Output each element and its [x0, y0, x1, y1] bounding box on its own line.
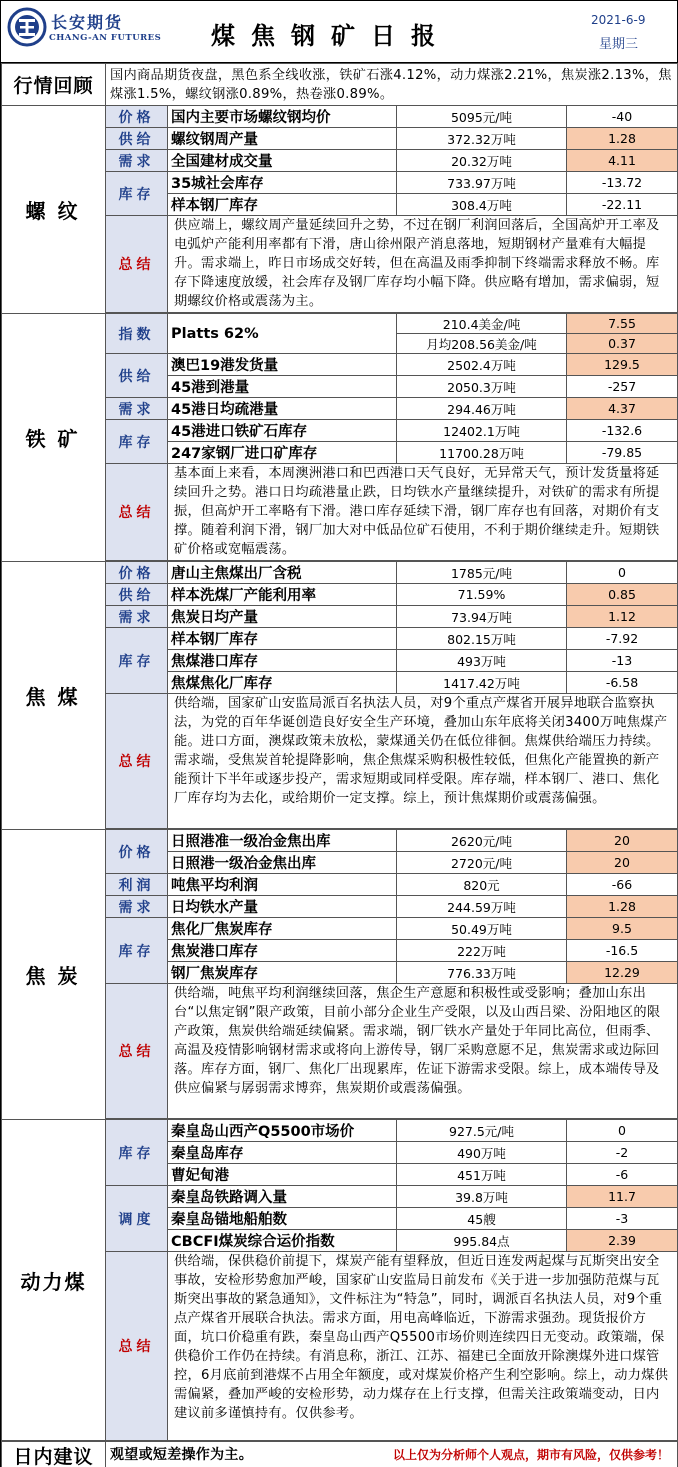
item-change: -22.11	[567, 194, 678, 216]
item-name: 45港日均疏港量	[168, 398, 397, 420]
item-name: 焦化厂焦炭库存	[168, 918, 397, 940]
summary-text: 供应端上，螺纹周产量延续回升之势，不过在钢厂利润回落后，全国高炉开工率及电弧炉产能利用率都有下滑，唐山徐州限产消息落地，短期钢材产量难有大幅提升。需求端上，昨日市场成交好转，但在高温及雨季抑制下终端需求释放不畅。库存下降速度放缓，社会库存及钢厂库存均小幅下降。供应略有增加，需求偏弱，短期螺纹价格或震荡为主。	[168, 216, 678, 313]
item-value: 2620元/吨	[397, 830, 567, 852]
category-label: 库存	[106, 420, 168, 464]
brand-name: 长安期货	[51, 13, 124, 32]
item-name: 样本钢厂库存	[168, 194, 397, 216]
item-name: 焦煤港口库存	[168, 650, 397, 672]
category-label: 价格	[106, 830, 168, 874]
item-value: 776.33万吨	[397, 962, 567, 984]
item-change: 1.28	[567, 896, 678, 918]
item-change: -40	[567, 106, 678, 128]
item-value: 927.5元/吨	[397, 1120, 567, 1142]
item-change: 9.5	[567, 918, 678, 940]
category-label: 需求	[106, 150, 168, 172]
item-change: 0	[567, 1120, 678, 1142]
report-date: 2021-6-9	[591, 13, 646, 27]
item-value: 820元	[397, 874, 567, 896]
item-value: 733.97万吨	[397, 172, 567, 194]
item-change: 129.5	[567, 354, 678, 376]
category-label: 供给	[106, 128, 168, 150]
item-name: 国内主要市场螺纹钢均价	[168, 106, 397, 128]
report-table	[1, 63, 678, 1467]
report-title: 煤焦钢矿日报	[211, 22, 451, 50]
item-name: 焦炭港口库存	[168, 940, 397, 962]
item-value: 71.59%	[397, 584, 567, 606]
table-row	[2, 562, 678, 584]
item-name: 日均铁水产量	[168, 896, 397, 918]
item-name: 澳巴19港发货量	[168, 354, 397, 376]
item-change: 4.37	[567, 398, 678, 420]
category-label: 库存	[106, 1120, 168, 1186]
item-change: -13.72	[567, 172, 678, 194]
item-value: 2720元/吨	[397, 852, 567, 874]
category-label: 调度	[106, 1186, 168, 1252]
disclaimer: 以上仅为分析师个人观点，期市有风险，仅供参考！	[392, 1448, 669, 1462]
section-thermal-coal: 动力煤	[2, 1120, 106, 1442]
item-name: CBCFI煤炭综合运价指数	[168, 1230, 397, 1252]
item-value: 50.49万吨	[397, 918, 567, 940]
item-name: 日照港一级冶金焦出库	[168, 852, 397, 874]
item-change: -16.5	[567, 940, 678, 962]
item-value: 45艘	[397, 1208, 567, 1230]
item-change: 7.55	[567, 314, 678, 334]
item-name: 钢厂焦炭库存	[168, 962, 397, 984]
summary-label: 总结	[106, 984, 168, 1119]
market-review-row	[2, 64, 678, 106]
item-value: 294.46万吨	[397, 398, 567, 420]
item-change: 11.7	[567, 1186, 678, 1208]
summary-text: 供给端，吨焦平均利润继续回落，焦企生产意愿和积极性或受影响；叠加山东出台“以焦定钢”限产政策，目前小部分企业生产受限，以及山西吕梁、汾阳地区的限产政策，焦炭供给端延续偏紧。需求端，钢厂铁水产量处于年同比高位，但雨季、高温及疫情影响钢材需求或将向上游传导，钢厂采购意愿不足，焦炭需求或边际回落。库存方面，钢厂、焦化厂出现累库，佐证下游需求受限。综上，成本端传导及供应偏紧与孱弱需求博弈，焦炭期价或震荡偏强。	[168, 984, 678, 1119]
item-value: 995.84点	[397, 1230, 567, 1252]
item-name: 秦皇岛铁路调入量	[168, 1186, 397, 1208]
item-change: -66	[567, 874, 678, 896]
category-label: 价格	[106, 106, 168, 128]
category-label: 需求	[106, 606, 168, 628]
item-change: -3	[567, 1208, 678, 1230]
item-name: 45港到港量	[168, 376, 397, 398]
item-change: -257	[567, 376, 678, 398]
item-value: 222万吨	[397, 940, 567, 962]
table-row	[2, 314, 678, 334]
item-value: 451万吨	[397, 1164, 567, 1186]
item-change: 1.12	[567, 606, 678, 628]
category-label: 利润	[106, 874, 168, 896]
item-name: 秦皇岛库存	[168, 1142, 397, 1164]
item-change: -13	[567, 650, 678, 672]
item-value: 372.32万吨	[397, 128, 567, 150]
report-weekday: 星期三	[599, 37, 639, 52]
summary-label: 总结	[106, 464, 168, 561]
item-value: 2050.3万吨	[397, 376, 567, 398]
item-value: 2502.4万吨	[397, 354, 567, 376]
category-label: 库存	[106, 918, 168, 984]
category-label: 需求	[106, 896, 168, 918]
item-value: 490万吨	[397, 1142, 567, 1164]
item-change: 0.85	[567, 584, 678, 606]
table-row	[2, 106, 678, 128]
item-name: 曹妃甸港	[168, 1164, 397, 1186]
intraday-label: 日内建议	[2, 1442, 106, 1467]
category-label: 价格	[106, 562, 168, 584]
section-iron-ore: 铁矿	[2, 314, 106, 562]
item-name: 螺纹钢周产量	[168, 128, 397, 150]
section-coke: 焦炭	[2, 830, 106, 1120]
report-header	[1, 1, 677, 63]
item-value: 5095元/吨	[397, 106, 567, 128]
item-name: 样本洗煤厂产能利用率	[168, 584, 397, 606]
market-review-text: 国内商品期货夜盘，黑色系全线收涨，铁矿石涨4.12%，动力煤涨2.21%，焦炭涨2.13%，焦煤涨1.5%，螺纹钢涨0.89%，热卷涨0.89%。	[106, 64, 678, 106]
item-change: -79.85	[567, 442, 678, 464]
item-name: 日照港准一级冶金焦出库	[168, 830, 397, 852]
item-value: 493万吨	[397, 650, 567, 672]
item-name: 焦炭日均产量	[168, 606, 397, 628]
item-name: 35城社会库存	[168, 172, 397, 194]
item-value: 244.59万吨	[397, 896, 567, 918]
section-rebar: 螺纹	[2, 106, 106, 314]
summary-label: 总结	[106, 1252, 168, 1441]
category-label: 供给	[106, 354, 168, 398]
item-name: 样本钢厂库存	[168, 628, 397, 650]
item-value: 12402.1万吨	[397, 420, 567, 442]
category-label: 库存	[106, 628, 168, 694]
brand-name-en: CHANG-AN FUTURES	[49, 33, 162, 43]
table-row	[2, 830, 678, 852]
category-label: 供给	[106, 584, 168, 606]
category-label: 需求	[106, 398, 168, 420]
item-name: 吨焦平均利润	[168, 874, 397, 896]
item-name: 45港进口铁矿石库存	[168, 420, 397, 442]
intraday-text: 观望或短差操作为主。	[106, 1442, 678, 1467]
category-label: 指数	[106, 314, 168, 354]
company-logo-icon	[7, 7, 47, 47]
item-name: 247家钢厂进口矿库存	[168, 442, 397, 464]
summary-text: 供给端，保供稳价前提下，煤炭产能有望释放，但近日连发两起煤与瓦斯突出安全事故，安检形势愈加严峻，国家矿山安监局日前发布《关于进一步加强防范煤与瓦斯突出事故的紧急通知》，文件标注为“特急”，同时，调派百名执法人员，对9个重点产煤省开展联合执法。需求方面，用电高峰临近，下游需求强劲。现货报价方面，坑口价稳重有跌，秦皇岛山西产Q5500市场价则连续四日无变动。政策端，保供稳价工作仍在持续。有消息称，浙江、江苏、福建已全面放开除澳煤外进口煤管控，6月底前到港煤不占用全年额度，或对煤炭价格产生利空影响。综上，动力煤供需偏紧，叠加严峻的安检形势，动力煤存在上行支撑，但需关注政策端变动，日内建议前多谨慎持有。仅供参考。	[168, 1252, 678, 1441]
item-change: 0.37	[567, 334, 678, 354]
item-change: -2	[567, 1142, 678, 1164]
item-name: 唐山主焦煤出厂含税	[168, 562, 397, 584]
summary-label: 总结	[106, 216, 168, 313]
footer	[1, 1440, 677, 1466]
section-coking-coal: 焦煤	[2, 562, 106, 830]
item-change: 20	[567, 830, 678, 852]
item-change: -6	[567, 1164, 678, 1186]
item-value: 月均208.56美金/吨	[397, 334, 567, 354]
summary-text: 供给端，国家矿山安监局派百名执法人员，对9个重点产煤省开展异地联合监察执法，为党的百年华诞创造良好安全生产环境，叠加山东年底将关闭3400万吨焦煤产能。进口方面，澳煤政策未放松，蒙煤通关仍在低位徘徊。焦煤供给端压力持续。需求端，受焦炭首轮提降影响，焦企焦煤采购积极性较低，但焦化产能置换的新产能预计下半年或逐步投产，需求短期或同样受限。库存端，样本钢厂、港口、焦化厂库存均为去化，或给期价一定支撑。综上，预计焦煤期价或震荡偏强。	[168, 694, 678, 829]
item-value: 308.4万吨	[397, 194, 567, 216]
summary-text: 基本面上来看，本周澳洲港口和巴西港口天气良好，无异常天气，预计发货量将延续回升之势。港口日均疏港量止跌，日均铁水产量继续提升，对铁矿的需求有所提振，但高炉开工率略有下滑。港口库存延续下滑，钢厂库存也有回落，对期价有支撑。随着利润下滑，钢厂加大对中低品位矿石使用，不利于期价继续走升。短期铁矿价格或宽幅震荡。	[168, 464, 678, 561]
item-name: 秦皇岛锚地船舶数	[168, 1208, 397, 1230]
item-change: 1.28	[567, 128, 678, 150]
item-value: 210.4美金/吨	[397, 314, 567, 334]
item-name: 焦煤焦化厂库存	[168, 672, 397, 694]
item-name: 秦皇岛山西产Q5500市场价	[168, 1120, 397, 1142]
item-change: 4.11	[567, 150, 678, 172]
summary-label: 总结	[106, 694, 168, 829]
item-change: 12.29	[567, 962, 678, 984]
item-change: -6.58	[567, 672, 678, 694]
item-name: Platts 62%	[168, 314, 397, 354]
item-value: 73.94万吨	[397, 606, 567, 628]
item-change: -7.92	[567, 628, 678, 650]
item-change: 20	[567, 852, 678, 874]
item-change: 0	[567, 562, 678, 584]
item-change: 2.39	[567, 1230, 678, 1252]
item-change: -132.6	[567, 420, 678, 442]
item-value: 1417.42万吨	[397, 672, 567, 694]
item-name: 全国建材成交量	[168, 150, 397, 172]
category-label: 库存	[106, 172, 168, 216]
item-value: 20.32万吨	[397, 150, 567, 172]
item-value: 11700.28万吨	[397, 442, 567, 464]
item-value: 1785元/吨	[397, 562, 567, 584]
item-value: 39.8万吨	[397, 1186, 567, 1208]
item-value: 802.15万吨	[397, 628, 567, 650]
market-review-label: 行情回顾	[2, 64, 106, 106]
table-row	[2, 1120, 678, 1142]
